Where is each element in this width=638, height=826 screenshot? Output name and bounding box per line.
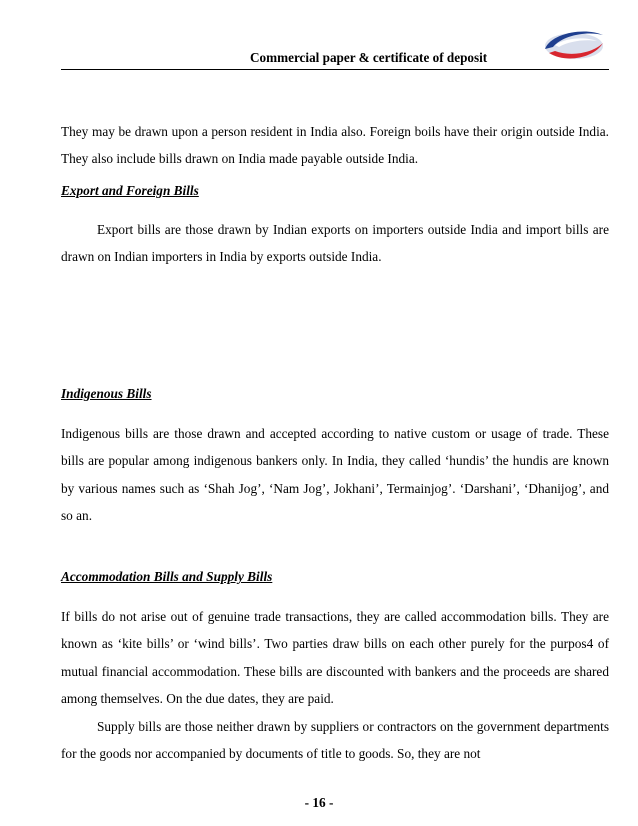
page-header-title: Commercial paper & certificate of deposit	[250, 50, 488, 65]
paragraph-accommodation-bills: If bills do not arise out of genuine trade transactions, they are called accommodation bills. They are known as ‘kite bills’ or ‘wind bills’. Two parties draw bills on each other purely for the purpos4 of mutual financial accommodation. These bills are discounted with bankers and the proceeds are shared among themselves. On the due dates, they are paid.	[61, 609, 609, 706]
heading-indigenous-bills: Indigenous Bills	[61, 386, 152, 401]
paragraph-export-bills: Export bills are those drawn by Indian exports on importers outside India and import bills are drawn on Indian importers in India by exports outside India.	[61, 222, 609, 265]
paragraph-foreign-bills: They may be drawn upon a person resident in India also. Foreign boils have their origin outside India. They also include bills drawn on India made payable outside India.	[61, 124, 609, 167]
header-divider	[61, 69, 609, 70]
paragraph-indigenous-bills: Indigenous bills are those drawn and accepted according to native custom or usage of trade. These bills are popular among indigenous bankers only. In India, they called ‘hundis’ the hundis are known by various names such as ‘Shah Jog’, ‘Nam Jog’, Jokhani’, Termainjog’. ‘Darshani’, ‘Dhanijog’, and so an.	[61, 426, 609, 523]
heading-export-foreign-bills: Export and Foreign Bills	[61, 183, 199, 198]
swoosh-logo-icon	[541, 25, 607, 65]
heading-accommodation-supply-bills: Accommodation Bills and Supply Bills	[61, 569, 273, 584]
page-number: - 16 -	[304, 795, 334, 810]
paragraph-supply-bills: Supply bills are those neither drawn by suppliers or contractors on the government departments for the goods nor accompanied by documents of title to goods. So, they are not	[61, 719, 609, 762]
